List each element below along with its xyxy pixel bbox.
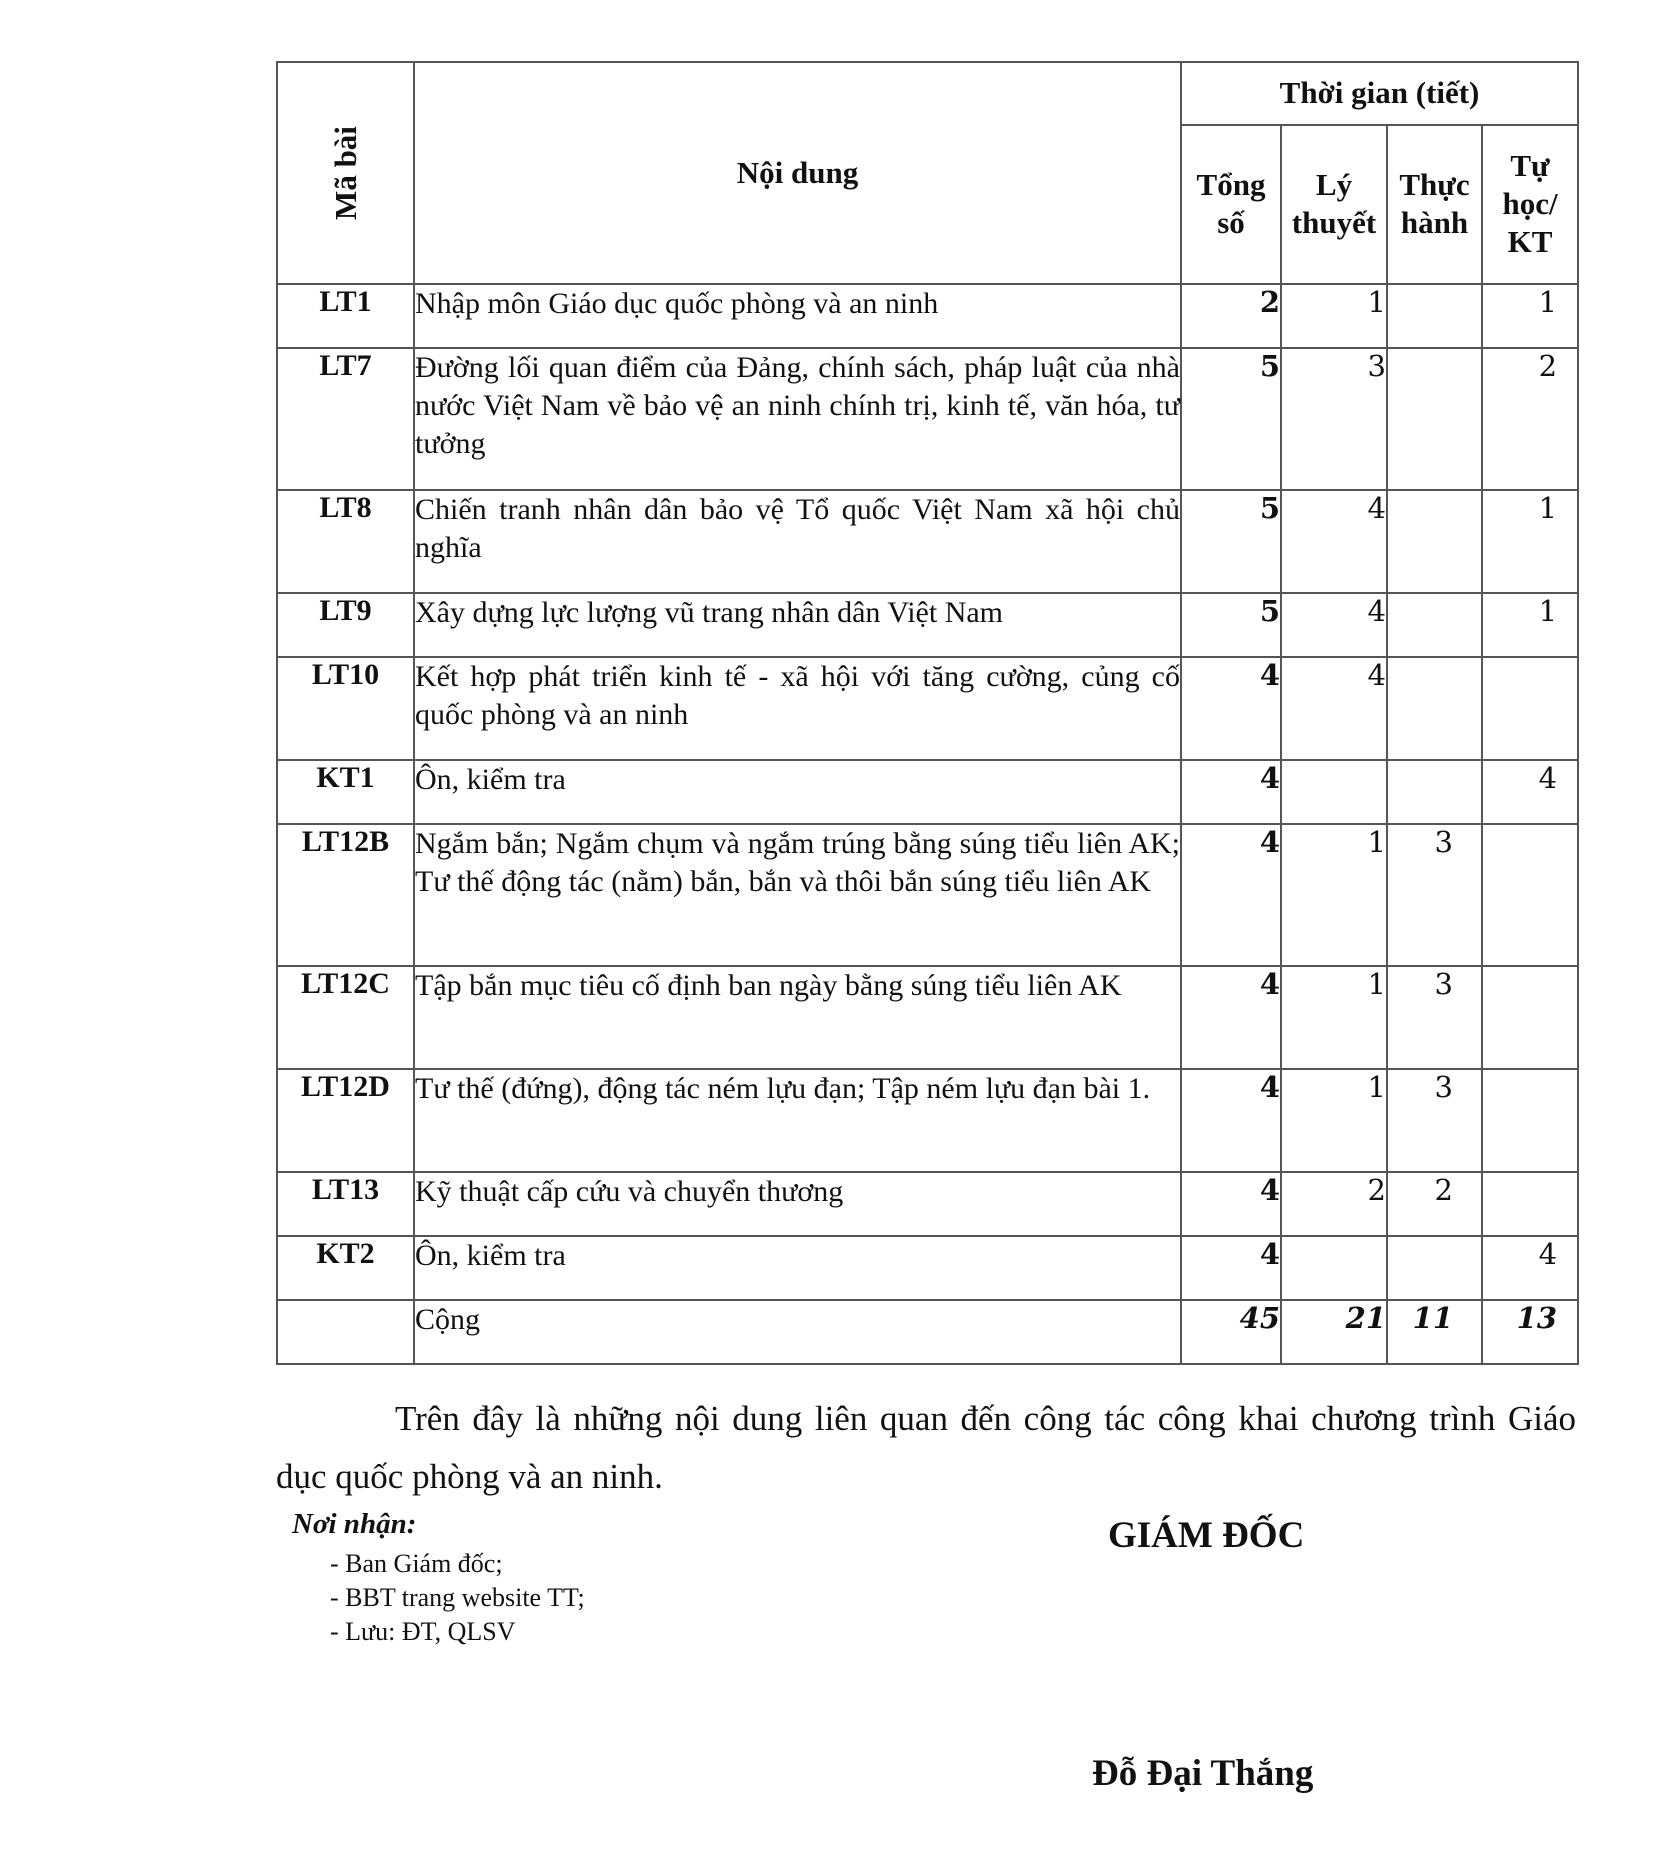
cell-self-study: 1 xyxy=(1482,593,1578,657)
recipients-title: Nơi nhận: xyxy=(292,1508,417,1540)
cell-content: Kỹ thuật cấp cứu và chuyển thương xyxy=(414,1172,1181,1236)
curriculum-table xyxy=(276,61,1579,1365)
cell-practice xyxy=(1387,348,1482,490)
header-theory: Lý thuyết xyxy=(1281,125,1387,284)
table-sum-row xyxy=(277,1300,1578,1364)
cell-theory: 4 xyxy=(1281,657,1387,760)
cell-total: 4 xyxy=(1181,824,1281,966)
cell-total: 4 xyxy=(1181,1069,1281,1172)
cell-practice: 2 xyxy=(1387,1172,1482,1236)
cell-total: 5 xyxy=(1181,348,1281,490)
cell-practice xyxy=(1387,490,1482,593)
cell-self-study xyxy=(1482,657,1578,760)
cell-content: Nhập môn Giáo dục quốc phòng và an ninh xyxy=(414,284,1181,348)
cell-theory xyxy=(1281,760,1387,824)
cell-code xyxy=(277,1300,414,1364)
table-row xyxy=(277,1236,1578,1300)
cell-content: Tập bắn mục tiêu cố định ban ngày bằng súng tiểu liên AK xyxy=(414,966,1181,1069)
cell-content: Ôn, kiểm tra xyxy=(414,1236,1181,1300)
cell-self-study xyxy=(1482,1172,1578,1236)
table-row xyxy=(277,284,1578,348)
cell-total: 5 xyxy=(1181,490,1281,593)
cell-self-study: 2 xyxy=(1482,348,1578,490)
cell-total: 5 xyxy=(1181,593,1281,657)
cell-total: 4 xyxy=(1181,760,1281,824)
cell-theory xyxy=(1281,1236,1387,1300)
cell-content: Ôn, kiểm tra xyxy=(414,760,1181,824)
cell-self-study xyxy=(1482,1069,1578,1172)
table-row xyxy=(277,657,1578,760)
closing-paragraph: Trên đây là những nội dung liên quan đến công tác công khai chương trình Giáo dục quốc phòng và an ninh. xyxy=(276,1399,1576,1496)
cell-total: 4 xyxy=(1181,1236,1281,1300)
cell-total: 45 xyxy=(1181,1300,1281,1364)
recipients-block xyxy=(292,1508,585,1649)
header-content: Nội dung xyxy=(414,62,1181,284)
cell-practice: 3 xyxy=(1387,1069,1482,1172)
cell-content: Kết hợp phát triển kinh tế - xã hội với tăng cường, củng cố quốc phòng và an ninh xyxy=(414,657,1181,760)
cell-theory: 4 xyxy=(1281,593,1387,657)
cell-code: LT8 xyxy=(277,490,414,593)
cell-total: 2 xyxy=(1181,284,1281,348)
cell-theory: 3 xyxy=(1281,348,1387,490)
cell-theory: 1 xyxy=(1281,1069,1387,1172)
cell-self-study xyxy=(1482,824,1578,966)
cell-self-study: 1 xyxy=(1482,490,1578,593)
cell-content: Ngắm bắn; Ngắm chụm và ngắm trúng bằng súng tiểu liên AK; Tư thế động tác (nằm) bắn, bắn và thôi bắn súng tiểu liên AK xyxy=(414,824,1181,966)
header-self-study: Tự học/ KT xyxy=(1482,125,1578,284)
cell-self-study: 4 xyxy=(1482,760,1578,824)
cell-theory: 21 xyxy=(1281,1300,1387,1364)
cell-theory: 2 xyxy=(1281,1172,1387,1236)
cell-content: Tư thế (đứng), động tác ném lựu đạn; Tập ném lựu đạn bài 1. xyxy=(414,1069,1181,1172)
header-time-group: Thời gian (tiết) xyxy=(1181,62,1578,125)
cell-code: LT12B xyxy=(277,824,414,966)
header-code: Mã bài xyxy=(277,62,414,284)
table-row xyxy=(277,490,1578,593)
table-row xyxy=(277,760,1578,824)
cell-practice: 11 xyxy=(1387,1300,1482,1364)
cell-content: Xây dựng lực lượng vũ trang nhân dân Việt Nam xyxy=(414,593,1181,657)
header-practice: Thực hành xyxy=(1387,125,1482,284)
cell-content: Đường lối quan điểm của Đảng, chính sách, pháp luật của nhà nước Việt Nam về bảo vệ an ninh chính trị, kinh tế, văn hóa, tư tưởng xyxy=(414,348,1181,490)
cell-code: LT12C xyxy=(277,966,414,1069)
cell-code: LT10 xyxy=(277,657,414,760)
cell-practice xyxy=(1387,760,1482,824)
cell-total: 4 xyxy=(1181,966,1281,1069)
table-row xyxy=(277,966,1578,1069)
cell-theory: 1 xyxy=(1281,966,1387,1069)
table-body xyxy=(277,284,1578,1364)
cell-theory: 4 xyxy=(1281,490,1387,593)
cell-code: KT2 xyxy=(277,1236,414,1300)
table-row xyxy=(277,1069,1578,1172)
cell-total: 4 xyxy=(1181,1172,1281,1236)
cell-code: LT9 xyxy=(277,593,414,657)
table-row xyxy=(277,593,1578,657)
cell-content: Chiến tranh nhân dân bảo vệ Tổ quốc Việt Nam xã hội chủ nghĩa xyxy=(414,490,1181,593)
table-row xyxy=(277,824,1578,966)
recipient-item: - Lưu: ĐT, QLSV xyxy=(330,1617,516,1646)
cell-code: KT1 xyxy=(277,760,414,824)
cell-practice xyxy=(1387,593,1482,657)
cell-theory: 1 xyxy=(1281,824,1387,966)
cell-practice xyxy=(1387,284,1482,348)
cell-self-study: 13 xyxy=(1482,1300,1578,1364)
recipient-item: - BBT trang website TT; xyxy=(330,1583,585,1612)
table-row xyxy=(277,348,1578,490)
header-total: Tổng số xyxy=(1181,125,1281,284)
cell-content: Cộng xyxy=(414,1300,1181,1364)
signature-name: Đỗ Đại Thắng xyxy=(1092,1753,1314,1794)
recipient-item: - Ban Giám đốc; xyxy=(330,1549,503,1578)
cell-self-study: 4 xyxy=(1482,1236,1578,1300)
cell-total: 4 xyxy=(1181,657,1281,760)
cell-code: LT12D xyxy=(277,1069,414,1172)
cell-code: LT1 xyxy=(277,284,414,348)
signature-title: GIÁM ĐỐC xyxy=(1108,1515,1305,1556)
cell-self-study xyxy=(1482,966,1578,1069)
cell-practice xyxy=(1387,657,1482,760)
cell-code: LT7 xyxy=(277,348,414,490)
cell-code: LT13 xyxy=(277,1172,414,1236)
cell-practice: 3 xyxy=(1387,824,1482,966)
cell-self-study: 1 xyxy=(1482,284,1578,348)
cell-practice xyxy=(1387,1236,1482,1300)
table-row xyxy=(277,1172,1578,1236)
cell-practice: 3 xyxy=(1387,966,1482,1069)
cell-theory: 1 xyxy=(1281,284,1387,348)
